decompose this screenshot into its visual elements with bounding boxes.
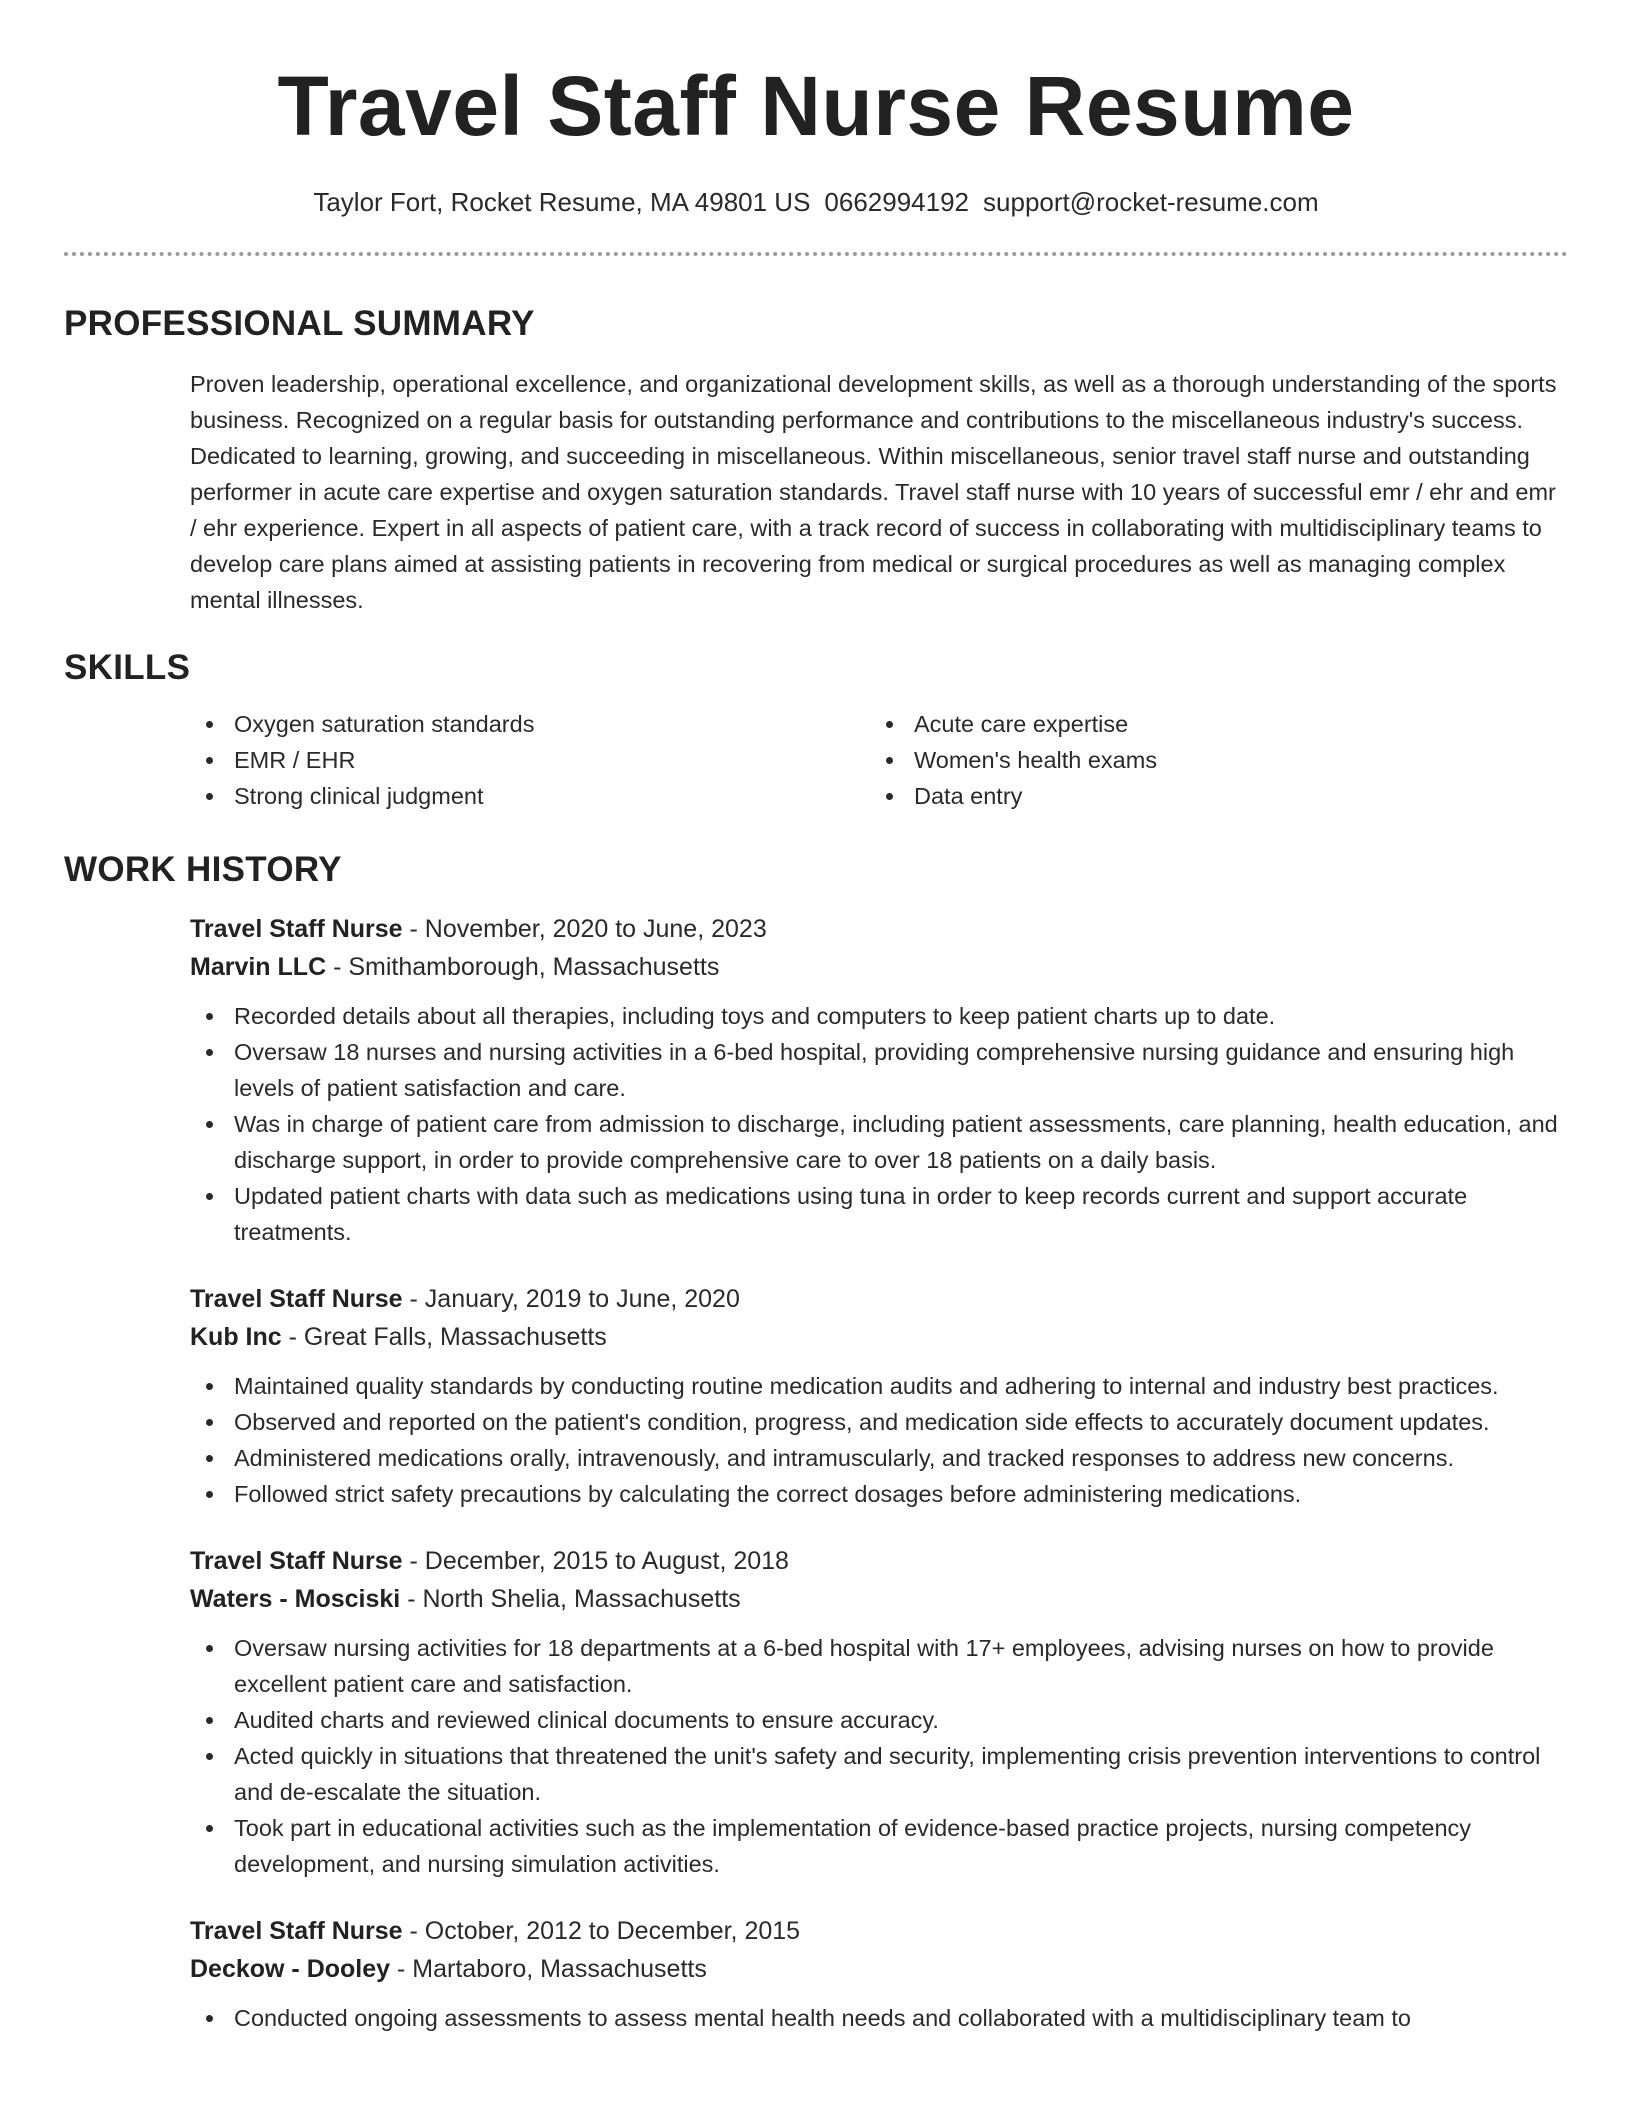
bullet-dot	[886, 757, 893, 764]
job-company: Marvin LLC	[190, 953, 327, 981]
job-title: Travel Staff Nurse	[190, 1917, 403, 1945]
contact-email: support@rocket-resume.com	[983, 187, 1319, 217]
job-bullet: Acted quickly in situations that threatened the unit's safety and security, implementing crisis prevention interventions to control and de-escalate the situation.	[190, 1738, 1568, 1810]
job-title-line	[190, 1542, 1568, 1580]
skill-item: Acute care expertise	[870, 706, 1550, 742]
skill-item: Strong clinical judgment	[190, 778, 870, 814]
bullet-dot	[206, 1491, 213, 1498]
job-entry	[190, 1912, 1568, 2036]
work-history-heading: WORK HISTORY	[64, 850, 342, 889]
bullet-dot	[206, 1013, 213, 1020]
bullet-dot	[206, 757, 213, 764]
resume-title: Travel Staff Nurse Resume	[277, 59, 1355, 153]
job-bullet: Audited charts and reviewed clinical documents to ensure accuracy.	[190, 1702, 1568, 1738]
bullet-dot	[206, 1383, 213, 1390]
job-company: Kub Inc	[190, 1323, 282, 1351]
bullet-dot	[206, 1049, 213, 1056]
bullet-dot	[886, 793, 893, 800]
job-bullet: Maintained quality standards by conducting routine medication audits and adhering to internal and industry best practices.	[190, 1368, 1568, 1404]
job-dates: - December, 2015 to August, 2018	[402, 1547, 789, 1575]
summary-heading: PROFESSIONAL SUMMARY	[64, 304, 535, 343]
skill-item: EMR / EHR	[190, 742, 870, 778]
bullet-dot	[886, 721, 893, 728]
job-bullets	[190, 998, 1568, 1250]
bullet-dot	[206, 1455, 213, 1462]
job-company-line	[190, 1950, 1568, 1988]
job-bullets	[190, 2000, 1568, 2036]
job-company-line	[190, 1580, 1568, 1618]
job-bullet: Was in charge of patient care from admission to discharge, including patient assessments, care planning, health education, and discharge support, in order to provide comprehensive care to over 18 patients on a daily basis.	[190, 1106, 1568, 1178]
job-bullet: Recorded details about all therapies, including toys and computers to keep patient charts up to date.	[190, 998, 1568, 1034]
bullet-dot	[206, 1753, 213, 1760]
job-dates: - October, 2012 to December, 2015	[402, 1917, 801, 1945]
job-location: - Great Falls, Massachusetts	[281, 1323, 607, 1351]
job-company: Deckow - Dooley	[190, 1955, 391, 1983]
bullet-dot	[206, 721, 213, 728]
job-bullet: Conducted ongoing assessments to assess mental health needs and collaborated with a multidisciplinary team to	[190, 2000, 1568, 2036]
skill-item: Women's health exams	[870, 742, 1550, 778]
job-bullet: Updated patient charts with data such as medications using tuna in order to keep records current and support accurate treatments.	[190, 1178, 1568, 1250]
job-bullet: Took part in educational activities such as the implementation of evidence-based practice projects, nursing competency development, and nursing simulation activities.	[190, 1810, 1568, 1882]
job-dates: - January, 2019 to June, 2020	[402, 1285, 740, 1313]
bullet-dot	[206, 1419, 213, 1426]
skill-item: Oxygen saturation standards	[190, 706, 870, 742]
resume-page	[64, 0, 1568, 2036]
job-bullets	[190, 1368, 1568, 1512]
summary-text: Proven leadership, operational excellence, and organizational development skills, as well as a thorough understanding of the sports business. Recognized on a regular basis for outstanding performance and contributions to the miscellaneous industry's success. Dedicated to learning, growing, and succeeding in miscellaneous. Within miscellaneous, senior travel staff nurse and outstanding performer in acute care expertise and oxygen saturation standards. Travel staff nurse with 10 years of successful emr / ehr and emr / ehr experience. Expert in all aspects of patient care, with a track record of success in collaborating with multidisciplinary teams to develop care plans aimed at assisting patients in recovering from medical or surgical procedures as well as managing complex mental illnesses.	[190, 371, 1557, 613]
job-bullet: Oversaw 18 nurses and nursing activities in a 6-bed hospital, providing comprehensive nursing guidance and ensuring high levels of patient satisfaction and care.	[190, 1034, 1568, 1106]
contact-phone: 0662994192	[824, 187, 970, 217]
skills-column-right	[870, 706, 1550, 814]
job-title-line	[190, 910, 1568, 948]
job-entry	[190, 1542, 1568, 1882]
job-title: Travel Staff Nurse	[190, 1285, 403, 1313]
skills-column-left	[190, 706, 870, 814]
job-location: - Smithamborough, Massachusetts	[326, 953, 720, 981]
header-divider	[64, 252, 1568, 256]
bullet-dot	[206, 1825, 213, 1832]
job-bullet: Followed strict safety precautions by calculating the correct dosages before administering medications.	[190, 1476, 1568, 1512]
job-bullet: Oversaw nursing activities for 18 departments at a 6-bed hospital with 17+ employees, advising nurses on how to provide excellent patient care and satisfaction.	[190, 1630, 1568, 1702]
skills-list	[190, 706, 1568, 814]
skill-item: Data entry	[870, 778, 1550, 814]
job-location: - Martaboro, Massachusetts	[390, 1955, 707, 1983]
contact-line	[64, 184, 1568, 220]
contact-address: Taylor Fort, Rocket Resume, MA 49801 US	[313, 187, 811, 217]
bullet-dot	[206, 2015, 213, 2022]
bullet-dot	[206, 1193, 213, 1200]
job-bullets	[190, 1630, 1568, 1882]
job-entry	[190, 1280, 1568, 1512]
job-title-line	[190, 1280, 1568, 1318]
skills-heading: SKILLS	[64, 648, 191, 687]
job-company-line	[190, 1318, 1568, 1356]
bullet-dot	[206, 1717, 213, 1724]
job-title: Travel Staff Nurse	[190, 915, 403, 943]
job-bullet: Administered medications orally, intravenously, and intramuscularly, and tracked responses to address new concerns.	[190, 1440, 1568, 1476]
job-title-line	[190, 1912, 1568, 1950]
job-entry	[190, 910, 1568, 1250]
bullet-dot	[206, 1121, 213, 1128]
job-title: Travel Staff Nurse	[190, 1547, 403, 1575]
job-location: - North Shelia, Massachusetts	[400, 1585, 741, 1613]
job-company: Waters - Mosciski	[190, 1585, 401, 1613]
job-company-line	[190, 948, 1568, 986]
job-bullet: Observed and reported on the patient's condition, progress, and medication side effects to accurately document updates.	[190, 1404, 1568, 1440]
bullet-dot	[206, 1645, 213, 1652]
bullet-dot	[206, 793, 213, 800]
job-dates: - November, 2020 to June, 2023	[402, 915, 767, 943]
